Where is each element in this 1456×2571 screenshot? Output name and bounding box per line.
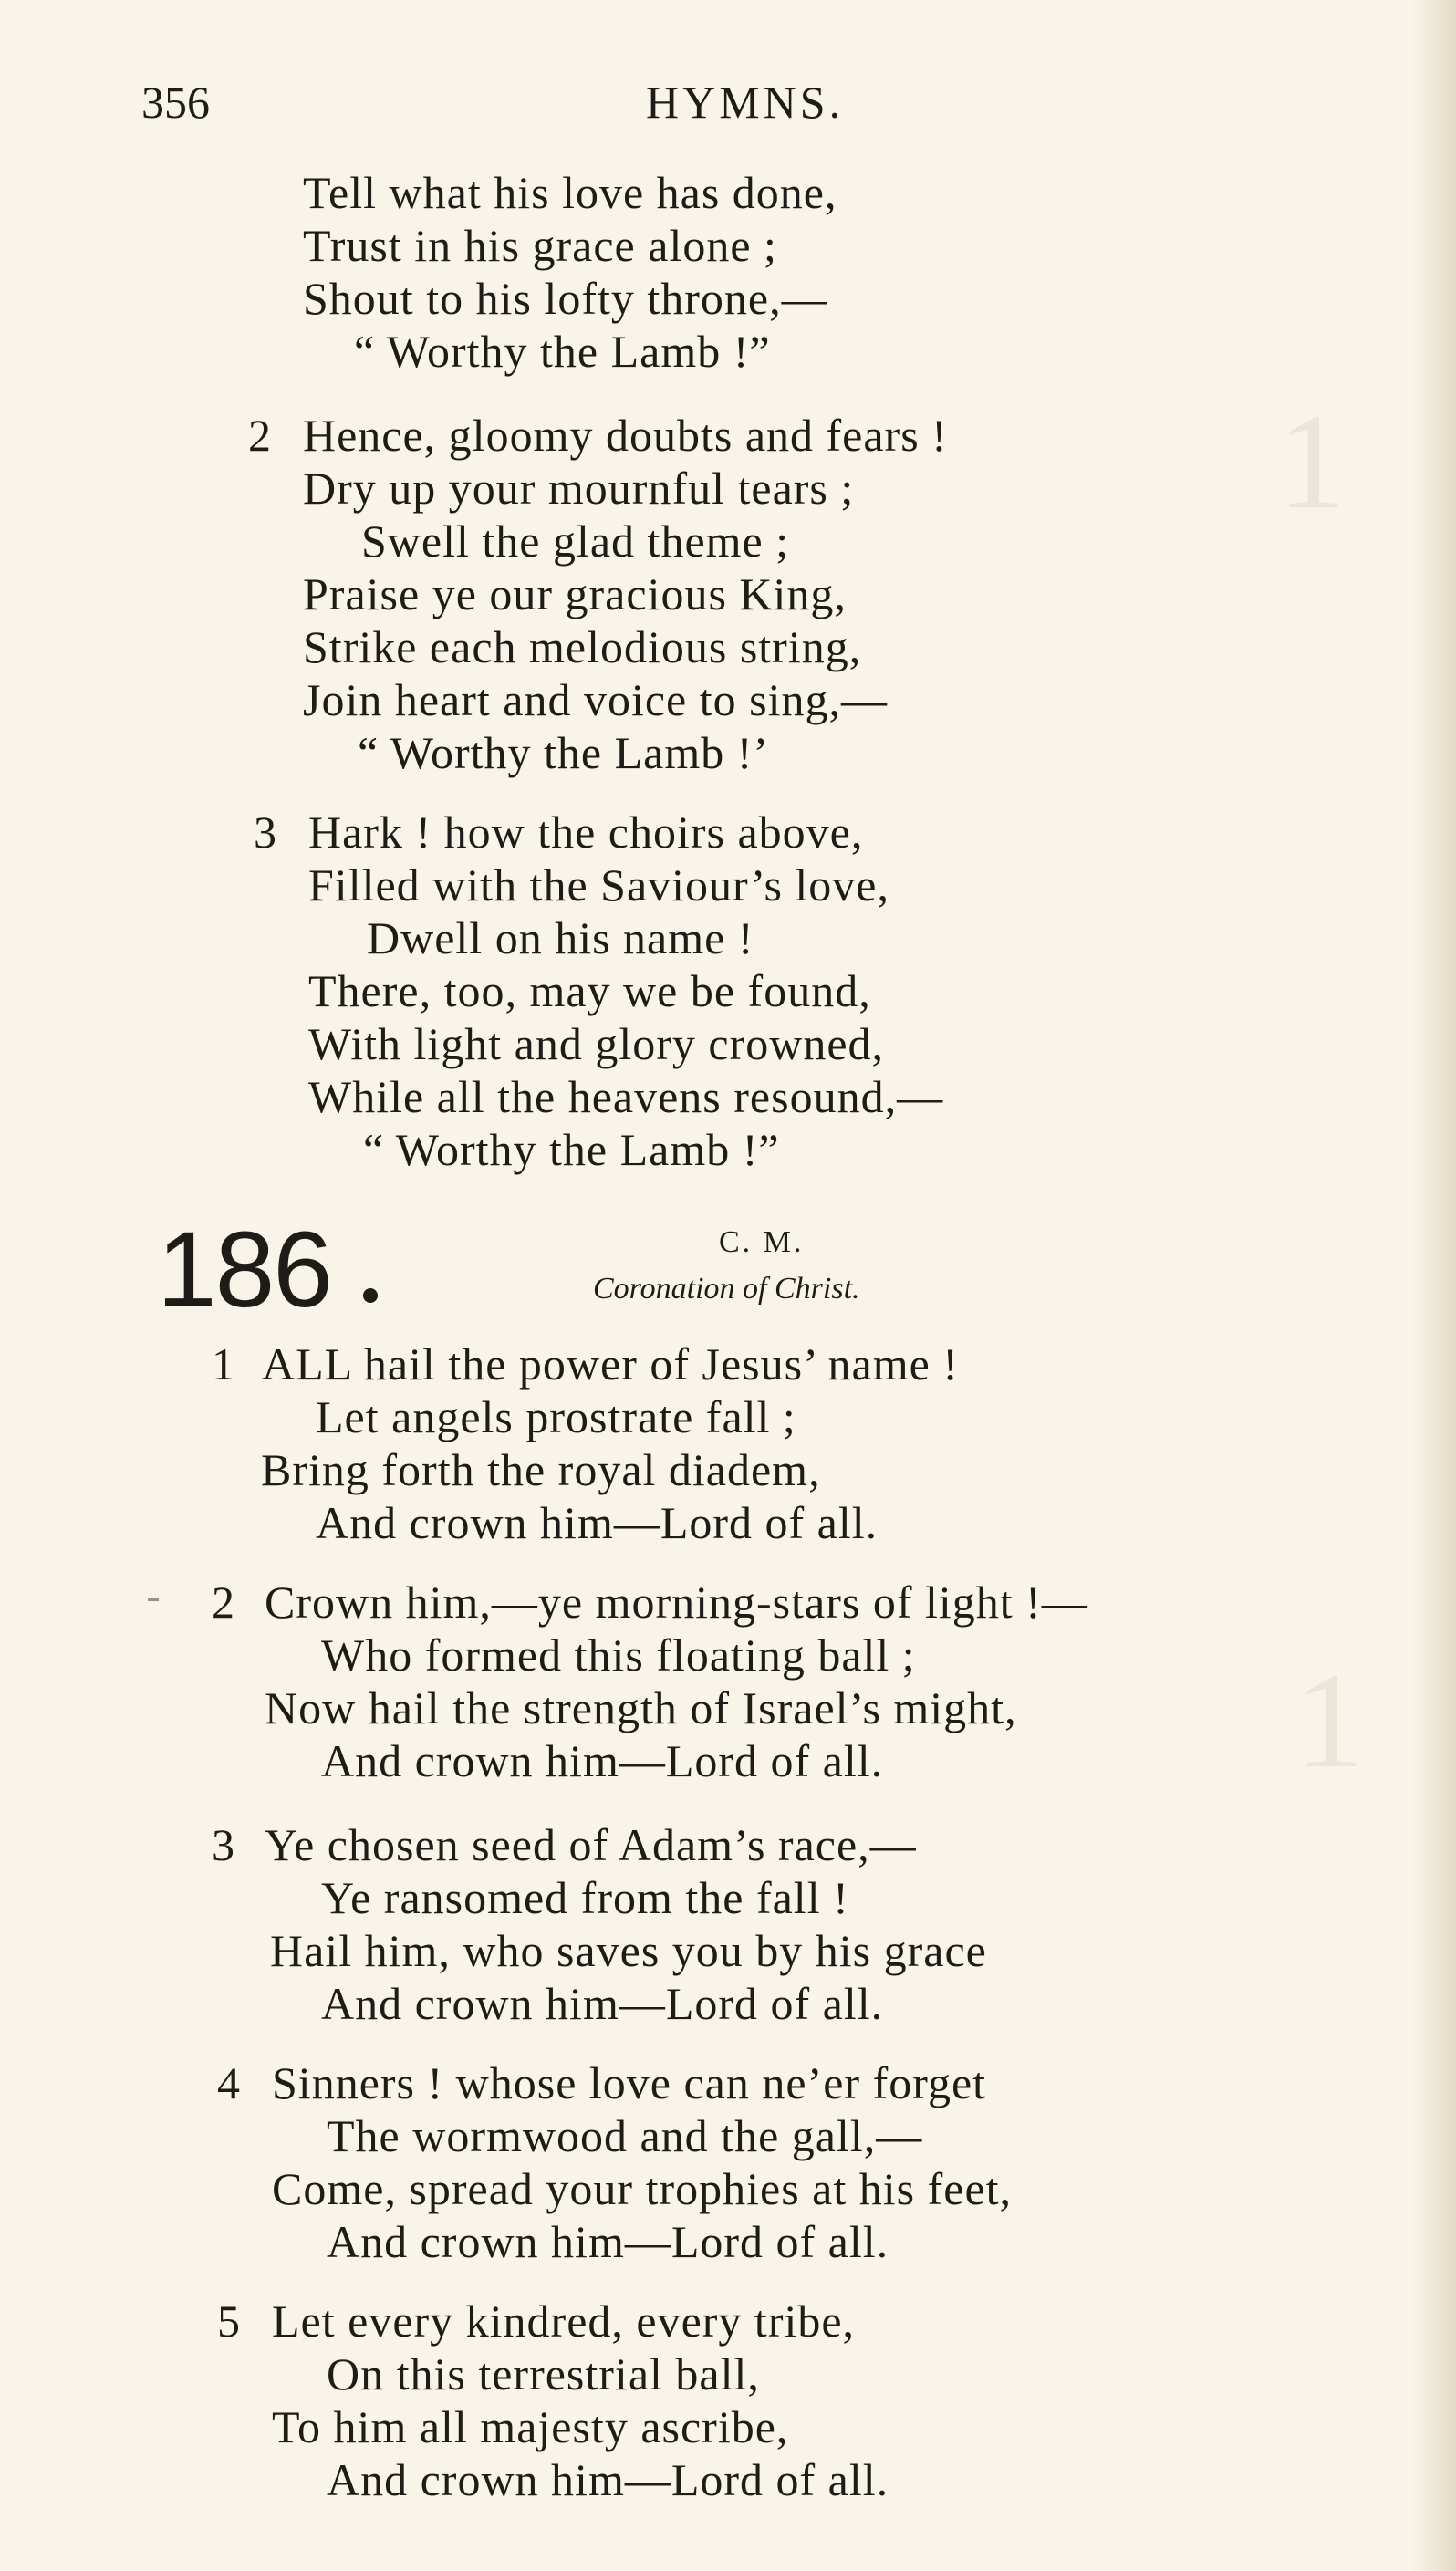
bleed-through-mark: 1: [1295, 1645, 1364, 1796]
stanza-number: 1: [212, 1338, 235, 1390]
running-title: HYMNS.: [646, 77, 845, 128]
stanza-number: 3: [254, 807, 277, 858]
stanza-number: 2: [248, 410, 272, 461]
bleed-through-mark: 1: [1277, 386, 1346, 537]
stanza-number: 5: [217, 2295, 241, 2347]
hymn-number: 186: [157, 1210, 331, 1330]
stray-mark: [148, 1598, 159, 1601]
hymn-tune-title: Coronation of Christ.: [593, 1272, 860, 1306]
page-edge-shadow: [1412, 0, 1456, 2571]
stanza-number: 4: [217, 2057, 241, 2108]
hymn-number-period: [363, 1288, 378, 1303]
running-head: [0, 75, 1456, 130]
page-number: 356: [141, 77, 210, 128]
stanza-number: 2: [212, 1577, 235, 1628]
hymn-meter: C. M.: [719, 1225, 805, 1259]
stanza-number: 3: [212, 1819, 235, 1870]
